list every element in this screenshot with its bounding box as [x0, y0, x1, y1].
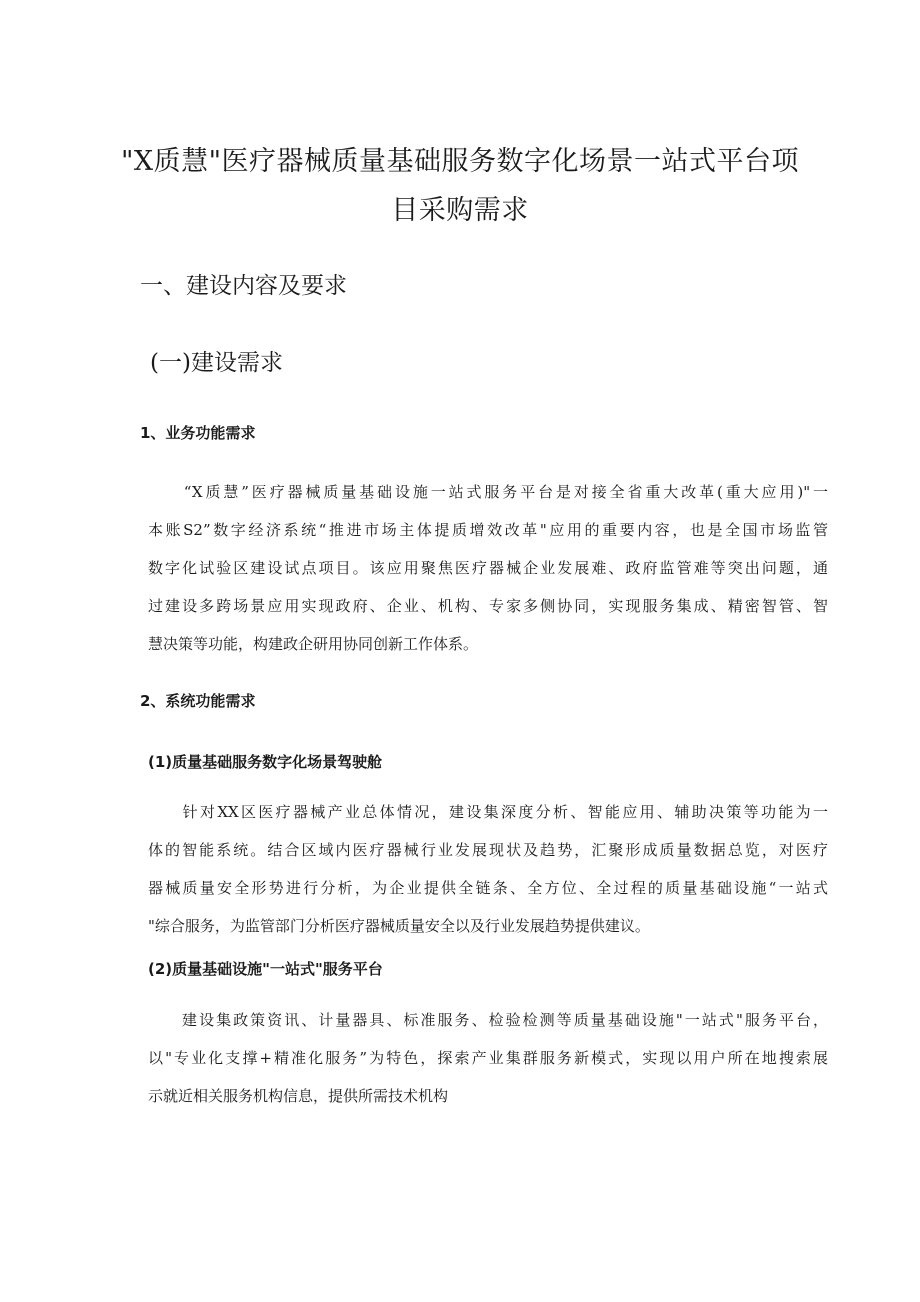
paragraph-line: 过建设多跨场景应用实现政府、企业、机构、专家多侧协同，实现服务集成、精密智管、智: [148, 597, 828, 615]
paragraph-line: 慧决策等功能，构建政企研用协同创新工作体系。: [148, 635, 479, 653]
heading-cockpit: (1)质量基础服务数字化场景驾驶舱: [148, 753, 383, 771]
heading-service-platform: (2)质量基础设施"一站式"服务平台: [148, 960, 383, 978]
paragraph-line: 针对XX区医疗器械产业总体情况，建设集深度分析、智能应用、辅助决策等功能为一: [148, 803, 828, 821]
paragraph-line: 示就近相关服务机构信息，提供所需技术机构: [148, 1087, 449, 1105]
paragraph-line: 器械质量安全形势进行分析，为企业提供全链条、全方位、全过程的质量基础设施“一站式: [148, 879, 828, 897]
doc-title-line-1: "X质慧"医疗器械质量基础服务数字化场景一站式平台项: [120, 146, 800, 177]
paragraph-line: 数字化试验区建设试点项目。该应用聚焦医疗器械企业发展难、政府监管难等突出问题，通: [148, 559, 828, 577]
heading-business-function: 1、业务功能需求: [140, 424, 256, 442]
paragraph-line: "综合服务，为监管部门分析医疗器械质量安全以及行业发展趋势提供建议。: [148, 917, 650, 935]
paragraph-cockpit: [148, 793, 828, 945]
paragraph-line: 以"专业化支撑+精准化服务”为特色，探索产业集群服务新模式，实现以用户所在地搜索展: [148, 1049, 828, 1067]
subsection-heading-requirements: (一)建设需求: [150, 350, 283, 376]
doc-title-line-2: 目采购需求: [391, 195, 529, 226]
paragraph-line: 本账S2”数字经济系统“推进市场主体提质增效改革"应用的重要内容，也是全国市场监管: [148, 521, 828, 539]
paragraph-line: 体的智能系统。结合区域内医疗器械行业发展现状及趋势，汇聚形成质量数据总览，对医疗: [148, 841, 828, 859]
paragraph-service-platform: [148, 1001, 828, 1115]
section-heading-construction: 一、建设内容及要求: [140, 273, 347, 299]
heading-system-function: 2、系统功能需求: [140, 692, 256, 710]
paragraph-business-function: [148, 473, 828, 663]
paragraph-line: 建设集政策资讯、计量器具、标准服务、检验检测等质量基础设施"一站式"服务平台，: [148, 1011, 828, 1029]
paragraph-line: “X质慧”医疗器械质量基础设施一站式服务平台是对接全省重大改革(重大应用)"一: [148, 483, 828, 501]
